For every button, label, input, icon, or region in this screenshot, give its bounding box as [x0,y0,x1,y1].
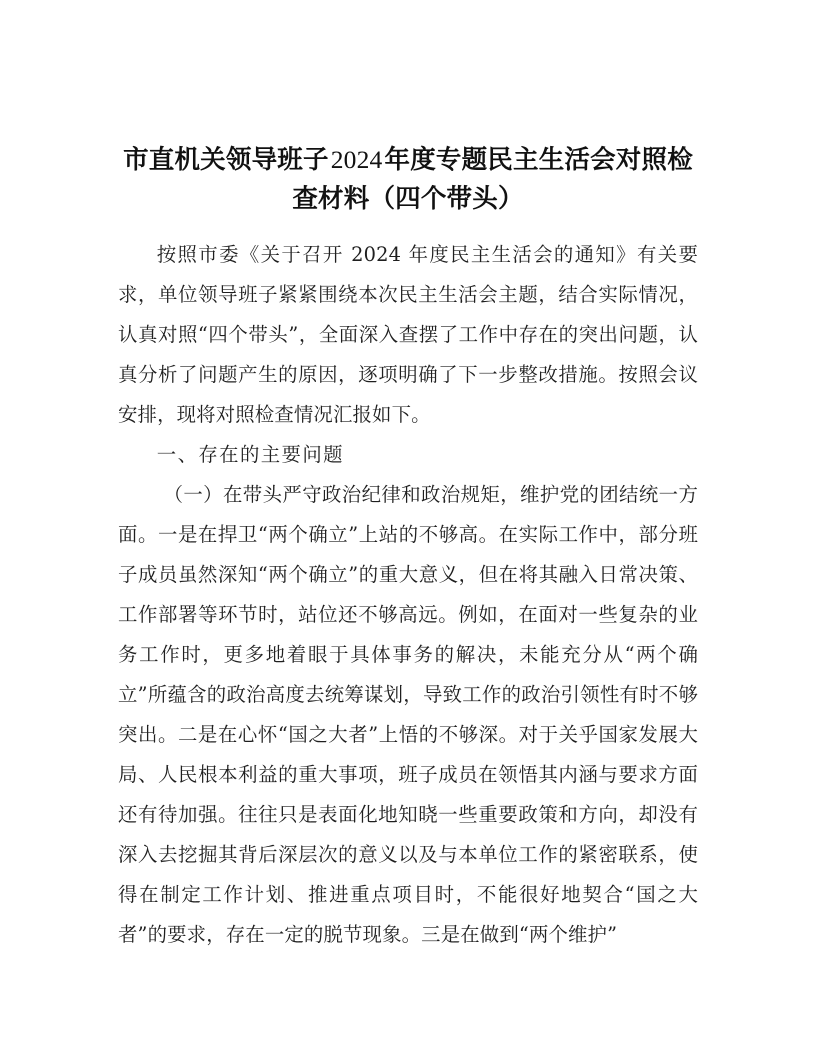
document-title [118,140,698,219]
paragraph-intro: 按照市委《关于召开 2024 年度民主生活会的通知》有关要求，单位领导班子紧紧围绕本次民主生活会主题，结合实际情况，认真对照“四个带头”，全面深入查摆了工作中存在的突出问题，认真分析了问题产生的原因，逐项明确了下一步整改措施。按照会议安排，现将对照检查情况汇报如下。 [118,243,698,426]
document-title-year: 2024 [330,145,383,174]
section-heading-1: 一、存在的主要问题 [156,443,344,466]
document-content [118,140,698,955]
paragraph-section-1-item-1: （一）在带头严守政治纪律和政治规矩，维护党的团结统一方面。一是在捍卫“两个确立”上站的不够高。在实际工作中，部分班子成员虽然深知“两个确立”的重大意义，但在将其融入日常决策、工作部署等环节时，站位还不够高远。例如，在面对一些复杂的业务工作时，更多地着眼于具体事务的解决，未能充分从“两个确立”所蕴含的政治高度去统筹谋划，导致工作的政治引领性有时不够突出。二是在心怀“国之大者”上悟的不够深。对于关乎国家发展大局、人民根本利益的重大事项，班子成员在领悟其内涵与要求方面还有待加强。往往只是表面化地知晓一些重要政策和方向，却没有深入去挖掘其背后深层次的意义以及与本单位工作的紧密联系，使得在制定工作计划、推进重点项目时，不能很好地契合“国之大者”的要求，存在一定的脱节现象。三是在做到“两个维护” [118,483,698,946]
document-title-line-2: 照检查材料（四个带头） [292,145,693,214]
document-title-part-2: 年度专题民主生活会对 [384,145,642,175]
document-title-part-1: 市直机关领导班子 [123,145,329,175]
